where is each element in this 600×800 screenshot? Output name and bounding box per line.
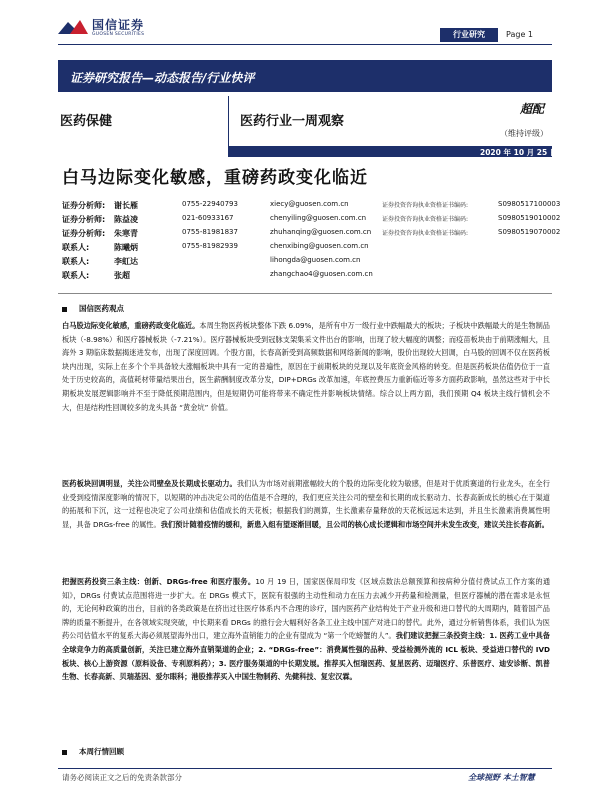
company-logo [58, 14, 188, 44]
paragraph-1 [62, 319, 550, 414]
contact-name: 张超 [114, 271, 130, 280]
analyst-license-label: 证券投资咨询执业资格证书编码: [382, 216, 469, 223]
report-title: 白马边际变化敏感，重磅药政变化临近 [62, 168, 368, 188]
contact-email[interactable]: zhangchao4@guosen.com.cn [270, 270, 373, 278]
paragraph-3 [62, 575, 550, 684]
contact-role: 联系人: [62, 257, 90, 266]
banner-text: 证券研究报告—动态报告/行业快评 [70, 71, 255, 85]
contact-row [62, 270, 552, 284]
logo-name-en: GUOSEN SECURITIES [92, 32, 145, 37]
analyst-name: 谢长雁 [114, 201, 138, 210]
paragraph-body: 本周生物医药板块整体下跌 6.09%，是所有中万一级行业中跌幅最大的板块；子板块中跌幅最大的是生物制品板块（-8.98%）和医疗器械板块（-7.21%）。医疗器械板块受到冠脉支架集采文件出台的影响，出现了较大幅度的调整；而疫苗板块由于前期涨幅大，且海外 3 期临床数据揭迷进发布，出现了深度回调。个股方面，长春高新受到高频数据和网络新闻的影响，股价出现较大回调，白马股的回调不仅在医药板块内出现，实际上在多个个半具备较大涨幅板块中具有一定的普遍性，原因在于前期板块的兑现以及年底资金风格的转变。但是医药板块估值仍位于一直处于历史较高的，高值耗材带量结果出台，医生薪酬制度改革分发，DIP+DRGs 改革加速，年底控费压力重新临近等多方面药政影响，虽然这些对于中长期板块发展逻辑影响并不至于降低预期范围内，但是短期仍可能将带来不确定性并影响板块情绪。综合以上两方面，我们预期 Q4 板块主线行情机会不大，但是结构性回调较多的龙头具备 “黄金坑” 价值。 [62, 321, 550, 412]
report-series: 医药行业一周观察 [240, 114, 345, 129]
analyst-role: 证券分析师: [62, 215, 106, 224]
analyst-role: 证券分析师: [62, 229, 106, 238]
industry-label: 医药保健 [60, 114, 113, 129]
bullet-square-icon [62, 750, 67, 755]
report-date: 2020 年 10 月 25 日 [480, 148, 558, 157]
analyst-license-no: S0980517100003 [498, 200, 561, 208]
page-number: Page 1 [506, 30, 533, 39]
section-heading-text: 国信医药观点 [79, 304, 124, 313]
footer-slogan: 全球视野 本土智慧 [468, 773, 535, 782]
analyst-email[interactable]: xiecy@guosen.com.cn [270, 200, 349, 208]
footer-divider [58, 768, 552, 769]
contact-name: 陈曦炳 [114, 243, 138, 252]
contact-email[interactable]: lihongda@guosen.com.cn [270, 256, 361, 264]
paragraph-body: 10 月 19 日，国家医保局印发《区域点数法总额预算和按病种分值付费试点工作方案的通知》，DRGs 付费试点范围将进一步扩大。在 DRGs 模式下，医院有很强的主动性和动力在压力去减少开药量和检测量，但医疗器械的潜在需求是永恒的，无论何种政策的出台，目前的各类政策是在挤出过往医疗体系内不合理的诊疗，国内医药产业结构处于产业升级和进口替代的大周期内，随着国产品牌的质量不断提升，在各领域实现突破，中长期来看 DRGs 的推行会大幅利好各条工业主线中国产对进口的替代。此外，通过分析销售体系，我们认为医药公司估值水平的复系大海必须展望海外出口，建立海外直销能力的企业有望成为 “第一个吃螃蟹的人”。 [62, 577, 551, 641]
contact-name: 李虹达 [114, 257, 138, 266]
analyst-license-no: S0980519010002 [498, 214, 561, 222]
analyst-name: 陈益凌 [114, 215, 138, 224]
analyst-license-label: 证券投资咨询执业资格证书编码: [382, 202, 469, 209]
section-heading [62, 303, 124, 314]
analyst-email[interactable]: zhuhanqing@guosen.com.cn [270, 228, 372, 236]
meta-divider [228, 96, 229, 148]
analyst-phone: 0755-22940793 [182, 200, 238, 208]
disclaimer-note[interactable]: 请务必阅读正文之后的免责条款部分 [62, 773, 182, 782]
contact-row [62, 242, 552, 256]
paragraph-lead: 白马股边际变化敏感，重磅药政变化临近。 [62, 321, 200, 330]
section-heading [62, 746, 124, 757]
analyst-list [62, 200, 561, 284]
contact-row [62, 256, 552, 270]
paragraph-conclusion: 我们建议把握三条投资主线：1. 医药工业中具备全球竞争力的高质量创新，关注已建立海外直销渠道的企业；2. “DRGs-free”：消费属性强的品种、受益检测外流的 ICL 板块、受益进口替代的 IVD 板块、核心上游资源（原料设备、专利原料药）；3. 医疗服务渠道的中长期发展。推荐买入恒瑞医药、复星医药、迈瑞医疗、乐普医疗、迪安诊断、凯普生物、长春高新、贝瑞基因、爱尔眼科；港股推荐买入中国生物制药、先健科技、复宏汉霖。 [62, 631, 550, 682]
contact-email[interactable]: chenxibing@guosen.com.cn [270, 242, 369, 250]
analyst-row [62, 214, 561, 228]
analyst-row [62, 200, 561, 214]
analyst-license-no: S0980519070002 [498, 228, 561, 236]
paragraph-lead: 医药板块回调明显，关注公司壁垒及长期成长驱动力。 [62, 479, 237, 488]
paragraph-2 [62, 477, 550, 531]
contact-phone: 0755-81982939 [182, 242, 238, 250]
analyst-name: 朱寒青 [114, 229, 138, 238]
section-divider [58, 293, 552, 294]
rating-note: （维持评级） [500, 129, 548, 138]
analyst-phone: 0755-81981837 [182, 228, 238, 236]
paragraph-conclusion: 我们预计随着疫情的缓和，新患入组有望逐渐回暖，且公司的核心成长逻辑和市场空间并未发生改变，建议关注长春高新。 [160, 519, 549, 529]
paragraph-body: 我们认为市场对前期涨幅较大的个股的边际变化较为敏感，但是对于优质赛道的行业龙头，在全行业受到疫情深度影响的情况下，以短期的冲击决定公司的估值是不合理的，我们更应关注公司的壁垒和长期的成长驱动力、长春高新成长的核心在于渠道的拓展和下沉，这一过程也决定了公司业绩和估值成长的天花板；根据我们的测算，生长激素存量释放的天花板远远未达到，并且生长激素消费属性明显，具备 DRGs-free 的属性。 [62, 479, 550, 529]
header-divider [58, 44, 552, 45]
analyst-email[interactable]: chenyiling@guosen.com.cn [270, 214, 367, 222]
contact-role: 联系人: [62, 243, 90, 252]
report-type-tag: 行业研究 [440, 28, 498, 42]
contact-role: 联系人: [62, 271, 90, 280]
bullet-square-icon [62, 307, 67, 312]
paragraph-lead: 把握医药投资三条主线：创新、DRGs-free 和医疗服务。 [62, 577, 256, 586]
rating: 超配 [520, 102, 545, 116]
section-heading-text: 本周行情回顾 [79, 747, 124, 756]
analyst-row [62, 228, 561, 242]
analyst-license-label: 证券投资咨询执业资格证书编码: [382, 230, 469, 237]
analyst-role: 证券分析师: [62, 201, 106, 210]
logo-name-cn: 国信证券 [92, 18, 145, 32]
logo-mark-icon [58, 14, 88, 40]
analyst-phone: 021-60933167 [182, 214, 234, 222]
